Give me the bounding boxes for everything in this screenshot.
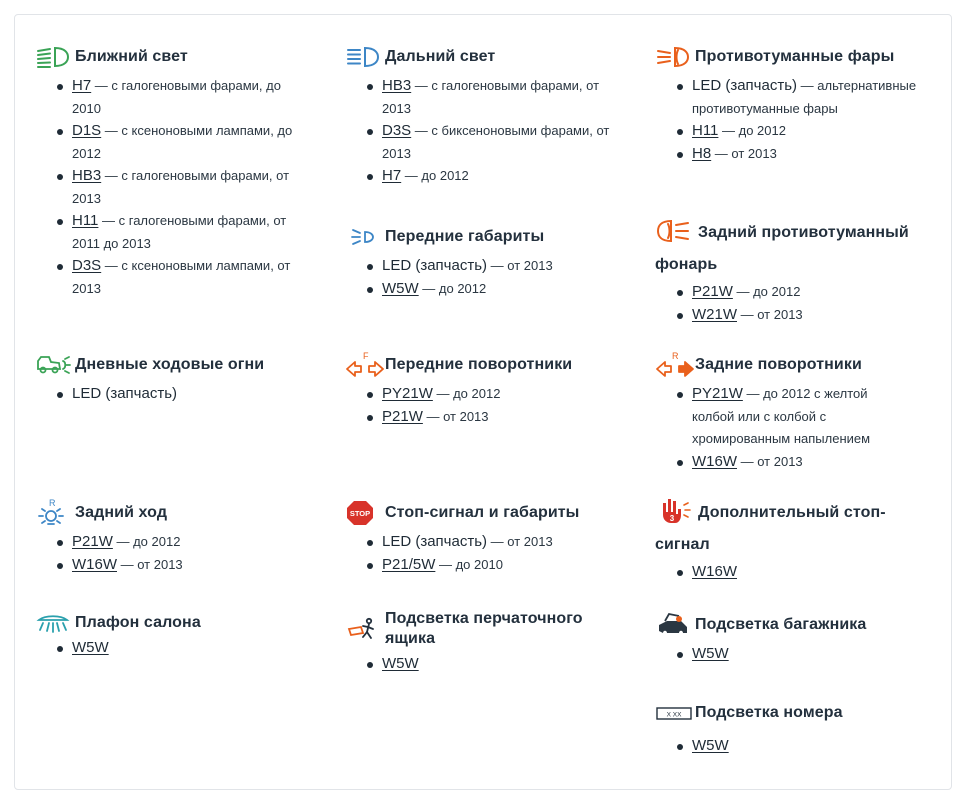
bulb-link[interactable]: H11 <box>692 122 719 139</box>
list-item: LED (запчасть) — от 2013 <box>367 255 635 278</box>
bulb-link[interactable]: W16W <box>692 563 737 580</box>
bulb-link[interactable]: P21/5W <box>382 555 436 573</box>
section-glovebox <box>325 609 615 676</box>
list-item: D3S — с биксеноновыми фарами, от 2013 <box>367 120 627 165</box>
rear-letter: R <box>672 351 679 361</box>
list-item: LED (запчасть) <box>57 383 325 406</box>
fog-light-icon <box>655 43 695 71</box>
bulb-list <box>345 75 635 188</box>
section-reverse <box>35 499 325 576</box>
section-trunk <box>655 611 945 666</box>
bulb-link[interactable]: P21W <box>72 533 113 550</box>
section-front-turn <box>345 351 635 428</box>
list-item: D3S — с ксеноновыми лампами, от 2013 <box>57 255 302 300</box>
list-item <box>677 561 945 584</box>
brake-number: 3 <box>669 514 675 523</box>
section-title: Ближний свет <box>75 48 188 65</box>
section-stop <box>345 499 635 576</box>
bulb-list <box>655 383 945 473</box>
bulb-list <box>345 383 635 428</box>
bulb-link[interactable]: PY21W <box>692 385 743 402</box>
section-title: Дополнительный стоп-сигнал <box>655 504 886 553</box>
bulb-list <box>35 531 325 576</box>
list-item <box>57 637 325 660</box>
license-plate-light-icon <box>655 699 695 727</box>
list-item <box>367 653 615 676</box>
stop-text: STOP <box>349 509 371 518</box>
bulb-link[interactable]: P21W <box>692 283 733 300</box>
section-plate <box>655 699 945 758</box>
bulb-link[interactable]: H8 <box>692 144 712 162</box>
list-item: HB3 — с галогеновыми фарами, от 2013 <box>57 165 312 210</box>
front-letter: F <box>363 351 369 361</box>
bulb-list <box>35 637 325 660</box>
interior-light-icon <box>35 609 75 637</box>
bulb-list <box>655 643 945 666</box>
section-title: Плафон салона <box>75 614 201 631</box>
section-title: Задние поворотники <box>695 356 862 373</box>
section-heading <box>655 497 945 561</box>
bulb-link[interactable]: HB3 <box>72 167 102 184</box>
list-item: H7 — с галогеновыми фарами, до 2010 <box>57 75 302 120</box>
list-item: PY21W — до 2012 с желтой колбой или с колбой с хромированным напылением <box>677 383 897 451</box>
section-extra-stop <box>655 501 945 584</box>
section-title: Дальний свет <box>385 48 496 65</box>
list-item: W21W — от 2013 <box>677 304 945 327</box>
bulb-list <box>325 653 615 676</box>
list-item <box>677 735 945 758</box>
section-title: Подсветка номера <box>695 704 843 721</box>
bulb-link[interactable]: H7 <box>382 167 402 184</box>
list-item: P21/5W — до 2010 <box>367 554 635 577</box>
bulb-link[interactable]: H11 <box>72 212 99 229</box>
list-item: H7 — до 2012 <box>367 165 635 188</box>
list-item: W16W — от 2013 <box>677 451 945 474</box>
rear-fog-light-icon <box>655 217 695 245</box>
bulb-link[interactable]: W5W <box>692 645 729 662</box>
bulb-link[interactable]: W21W <box>692 305 737 323</box>
bulb-link[interactable]: P21W <box>382 407 423 425</box>
front-turn-signal-icon <box>345 351 385 379</box>
bulb-link[interactable]: D1S <box>72 122 102 139</box>
list-item: D1S — с ксеноновыми лампами, до 2012 <box>57 120 302 165</box>
bulb-link[interactable]: W16W <box>692 452 737 470</box>
bulb-list <box>655 281 945 326</box>
bulb-link[interactable]: H7 <box>72 77 92 94</box>
bulb-list <box>655 561 945 584</box>
low-beam-icon <box>35 43 75 71</box>
section-title: Передние поворотники <box>385 356 573 373</box>
list-item: P21W — до 2012 <box>677 281 945 304</box>
list-item: HB3 — с галогеновыми фарами, от 2013 <box>367 75 627 120</box>
bulb-link[interactable]: D3S <box>72 257 102 274</box>
section-high-beam <box>345 43 635 188</box>
bulb-link[interactable]: PY21W <box>382 385 433 402</box>
bulbs-card <box>14 14 952 790</box>
list-item: P21W — до 2012 <box>57 531 325 554</box>
bulb-link[interactable]: W5W <box>692 737 729 754</box>
section-fog <box>655 43 945 165</box>
bulb-list <box>655 75 945 165</box>
bulb-list <box>35 383 325 406</box>
section-rear-turn <box>655 351 945 473</box>
section-low-beam <box>35 43 325 300</box>
daytime-running-light-icon <box>35 351 75 379</box>
list-item <box>677 643 945 666</box>
section-title: Дневные ходовые огни <box>75 356 265 373</box>
section-front-position <box>345 223 635 300</box>
section-rear-fog <box>655 221 945 326</box>
bulb-list <box>345 255 635 300</box>
high-beam-icon <box>345 43 385 71</box>
additional-brake-light-icon <box>657 497 697 525</box>
bulb-link[interactable]: W5W <box>382 655 419 672</box>
list-item: PY21W — до 2012 <box>367 383 635 406</box>
rear-turn-signal-icon <box>655 351 695 379</box>
section-title: Противотуманные фары <box>695 48 895 65</box>
glovebox-light-icon <box>345 615 385 643</box>
bulb-link[interactable]: W16W <box>72 555 117 573</box>
reverse-letter: R <box>49 498 56 508</box>
bulb-link[interactable]: W5W <box>382 279 419 297</box>
list-item: P21W — от 2013 <box>367 406 635 429</box>
section-title: Подсветка багажника <box>695 616 867 633</box>
trunk-light-icon <box>655 611 695 639</box>
section-title: Задний ход <box>75 504 168 521</box>
list-item: H11 — до 2012 <box>677 120 945 143</box>
list-item: LED (запчасть) — от 2013 <box>367 531 635 554</box>
stop-sign-icon <box>345 499 385 527</box>
plate-text: X XX <box>666 711 682 719</box>
bulb-link[interactable]: D3S <box>382 122 412 139</box>
section-title: Стоп-сигнал и габариты <box>385 504 580 521</box>
section-interior <box>35 609 325 660</box>
list-item: H8 — от 2013 <box>677 143 945 166</box>
reverse-light-icon <box>35 499 75 527</box>
list-item: LED (запчасть) — альтернативные противотуманные фары <box>677 75 937 120</box>
section-heading <box>655 217 945 281</box>
section-title: Задний противотуманный фонарь <box>655 224 909 273</box>
bulb-link[interactable]: W5W <box>72 639 109 656</box>
bulb-list <box>35 75 325 300</box>
front-position-light-icon <box>345 223 385 251</box>
section-title: Подсветка перчаточного ящика <box>385 610 583 647</box>
bulb-link[interactable]: HB3 <box>382 77 412 94</box>
section-drl <box>35 351 325 406</box>
bulb-list <box>655 735 945 758</box>
list-item: W5W — до 2012 <box>367 278 635 301</box>
list-item: H11 — с галогеновыми фарами, от 2011 до 2013 <box>57 210 312 255</box>
section-title: Передние габариты <box>385 228 545 245</box>
bulb-list <box>345 531 635 576</box>
list-item: W16W — от 2013 <box>57 554 325 577</box>
